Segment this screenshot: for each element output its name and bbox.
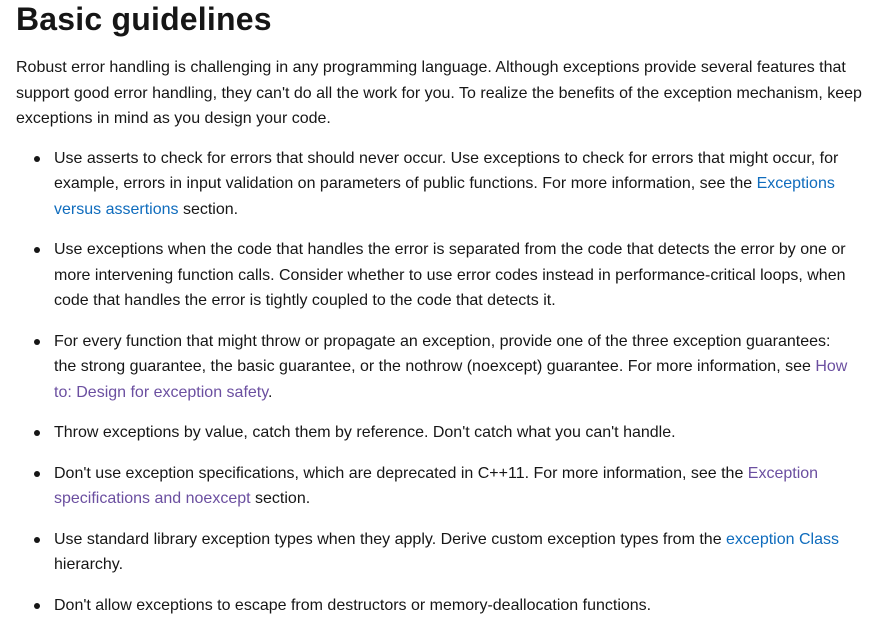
bullet-icon — [34, 471, 40, 477]
list-item-text: section. — [178, 200, 239, 218]
list-item-text: Use exceptions when the code that handles the error is separated from the code that detects the error by one or more intervening function calls. Consider whether to use error codes instead in performance-critical loops, when code that handles the error is tightly coupled to the code that detects it. — [54, 241, 846, 309]
list-item — [54, 237, 865, 314]
bullet-icon — [34, 156, 40, 162]
exception-specifications-link[interactable]: Exception specifications and noexcept — [54, 464, 819, 507]
list-item — [54, 527, 865, 578]
exception-class-link[interactable]: exception Class — [726, 530, 839, 548]
list-item-text: Use asserts to check for errors that should never occur. Use exceptions to check for errors that might occur, for example, errors in input validation on parameters of public functions. For more information, see the — [54, 149, 839, 192]
bullet-icon — [34, 247, 40, 253]
page-title: Basic guidelines — [16, 1, 272, 37]
bullet-icon — [34, 430, 40, 436]
list-item — [54, 461, 865, 512]
list-item — [54, 420, 865, 446]
design-for-exception-safety-link[interactable]: How to: Design for exception safety — [54, 358, 848, 401]
list-item-text: Don't use exception specifications, which are deprecated in C++11. For more information, see the — [54, 464, 748, 482]
list-item-text: For every function that might throw or propagate an exception, provide one of the three exception guarantees: the strong guarantee, the basic guarantee, or the nothrow (noexcept) guarantee. For more information, see — [54, 332, 831, 375]
exceptions-versus-assertions-link[interactable]: Exceptions versus assertions — [54, 175, 835, 218]
list-item — [54, 593, 865, 619]
bullet-icon — [34, 339, 40, 345]
list-item-text: hierarchy. — [54, 556, 124, 573]
list-item-text: Throw exceptions by value, catch them by reference. Don't catch what you can't handle. — [54, 424, 676, 441]
list-item-text: section. — [250, 490, 311, 507]
intro-paragraph: Robust error handling is challenging in any programming language. Although exceptions provide several features that support good error handling, they can't do all the work for you. To realize the benefits of the exception mechanism, keep exceptions in mind as you design your code. — [16, 59, 862, 127]
list-item-text: . — [268, 383, 273, 401]
list-item-text: Use standard library exception types when they apply. Derive custom exception types from the — [54, 530, 727, 548]
guidelines-list — [16, 146, 865, 619]
list-item-text: Don't allow exceptions to escape from destructors or memory-deallocation functions. — [54, 596, 652, 614]
bullet-icon — [34, 537, 40, 543]
list-item — [54, 146, 865, 223]
bullet-icon — [34, 603, 40, 609]
list-item — [54, 329, 865, 406]
